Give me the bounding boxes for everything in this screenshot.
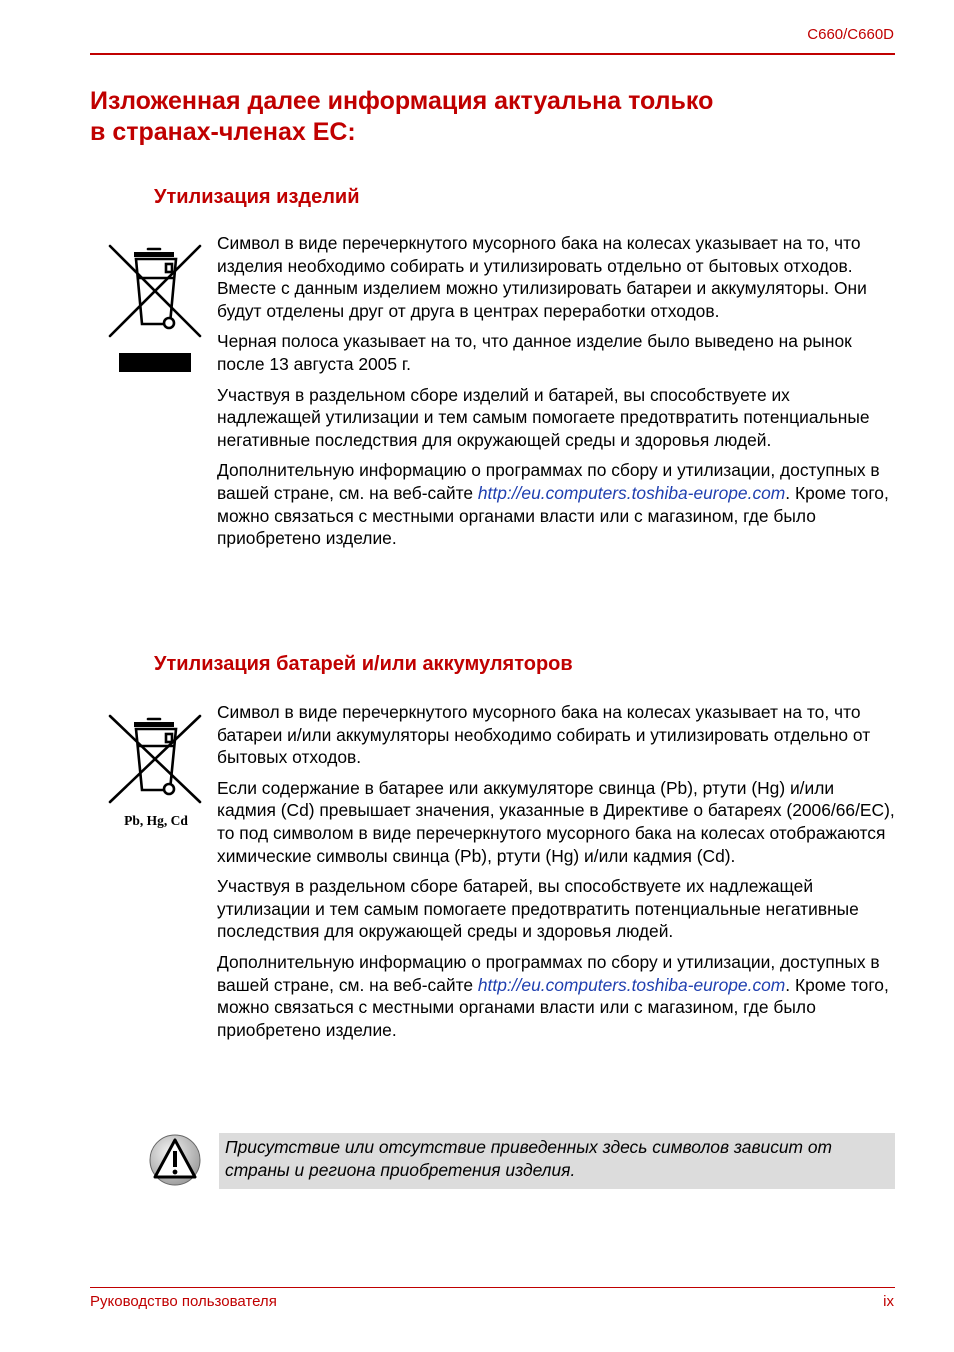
section-title-batteries: Утилизация батарей и/или аккумуляторов — [154, 653, 573, 675]
page-number: ix — [883, 1293, 894, 1310]
section2-paragraph-3: Участвуя в раздельном сборе батарей, вы способствуете их надлежащей утилизации и тем самым помогаете предотвратить потенциальные негативные последствия для окружающей среды и здоровья людей. — [217, 876, 859, 942]
footer-manual-title: Руководство пользователя — [90, 1293, 277, 1310]
crossed-out-wheelie-bin-icon — [108, 244, 202, 344]
header-rule — [90, 53, 895, 55]
note-text: Присутствие или отсутствие приведенных здесь символов зависит от страны и региона приобретения изделия. — [225, 1137, 833, 1180]
section2-paragraph-4-text-before: Дополнительную информацию о программах по сбору и утилизации, доступных в вашей стране, см. на веб-сайте — [217, 951, 880, 995]
header-model: C660/C660D — [807, 26, 894, 43]
section1-paragraph-4-text-before: Дополнительную информацию о программах по сбору и утилизации, доступных в вашей стране, см. на веб-сайте — [217, 460, 880, 503]
section-title-products: Утилизация изделий — [154, 186, 360, 208]
section1-website-link[interactable]: http://eu.computers.toshiba-europe.com — [477, 482, 786, 503]
section2-paragraph-4-text-after: . Кроме того, можно связаться с местными органами власти или с магазином, где было приобретено изделие. — [217, 974, 889, 1040]
section1-paragraph-4 — [217, 459, 897, 549]
footer-rule — [90, 1287, 895, 1288]
chemical-symbols-label: Pb, Hg, Cd — [124, 813, 188, 828]
warning-icon — [148, 1133, 202, 1187]
section1-text — [217, 232, 897, 558]
note-box — [219, 1133, 895, 1189]
section1-paragraph-2: Черная полоса указывает на то, что данное изделие было выведено на рынок после 13 августа 2005 г. — [217, 331, 852, 374]
crossed-out-battery-bin-icon — [108, 714, 202, 810]
page-title — [90, 86, 850, 148]
section2-paragraph-2: Если содержание в батарее или аккумуляторе свинца (Pb), ртути (Hg) и/или кадмия (Cd) превышает значения, указанные в Директиве о батареях (2006/66/EC), то под символом в виде перечеркнутого мусорного бака на колесах отображаются химические символы свинца (Pb), ртути (Hg) и/или кадмия (Cd). — [217, 777, 895, 866]
black-bar-marking — [119, 353, 191, 372]
section1-paragraph-3: Участвуя в раздельном сборе изделий и батарей, вы способствуете их надлежащей утилизации и тем самым помогаете предотвратить потенциальные негативные последствия для окружающей среды и здоровья людей. — [217, 384, 870, 450]
section2-paragraph-4 — [217, 951, 897, 1041]
section2-website-link[interactable]: http://eu.computers.toshiba-europe.com — [477, 974, 786, 995]
section2-text — [217, 701, 897, 1049]
section1-paragraph-4-text-after: . Кроме того, можно связаться с местными органами власти или с магазином, где было приобретено изделие. — [217, 482, 889, 549]
page-title-line-2: в странах-членах ЕС: — [90, 118, 356, 146]
page-title-line-1: Изложенная далее информация актуальна только — [90, 87, 714, 115]
section2-paragraph-1: Символ в виде перечеркнутого мусорного бака на колесах указывает на то, что батареи и/или аккумуляторы необходимо собирать и утилизировать отдельно от бытовых отходов. — [217, 702, 871, 768]
section1-paragraph-1: Символ в виде перечеркнутого мусорного бака на колесах указывает на то, что изделия необходимо собирать и утилизировать отдельно от бытовых отходов. Вместе с данным изделием можно утилизировать батареи и аккумуляторы. Они будут отделены друг от друга в центрах переработки отходов. — [217, 233, 867, 321]
